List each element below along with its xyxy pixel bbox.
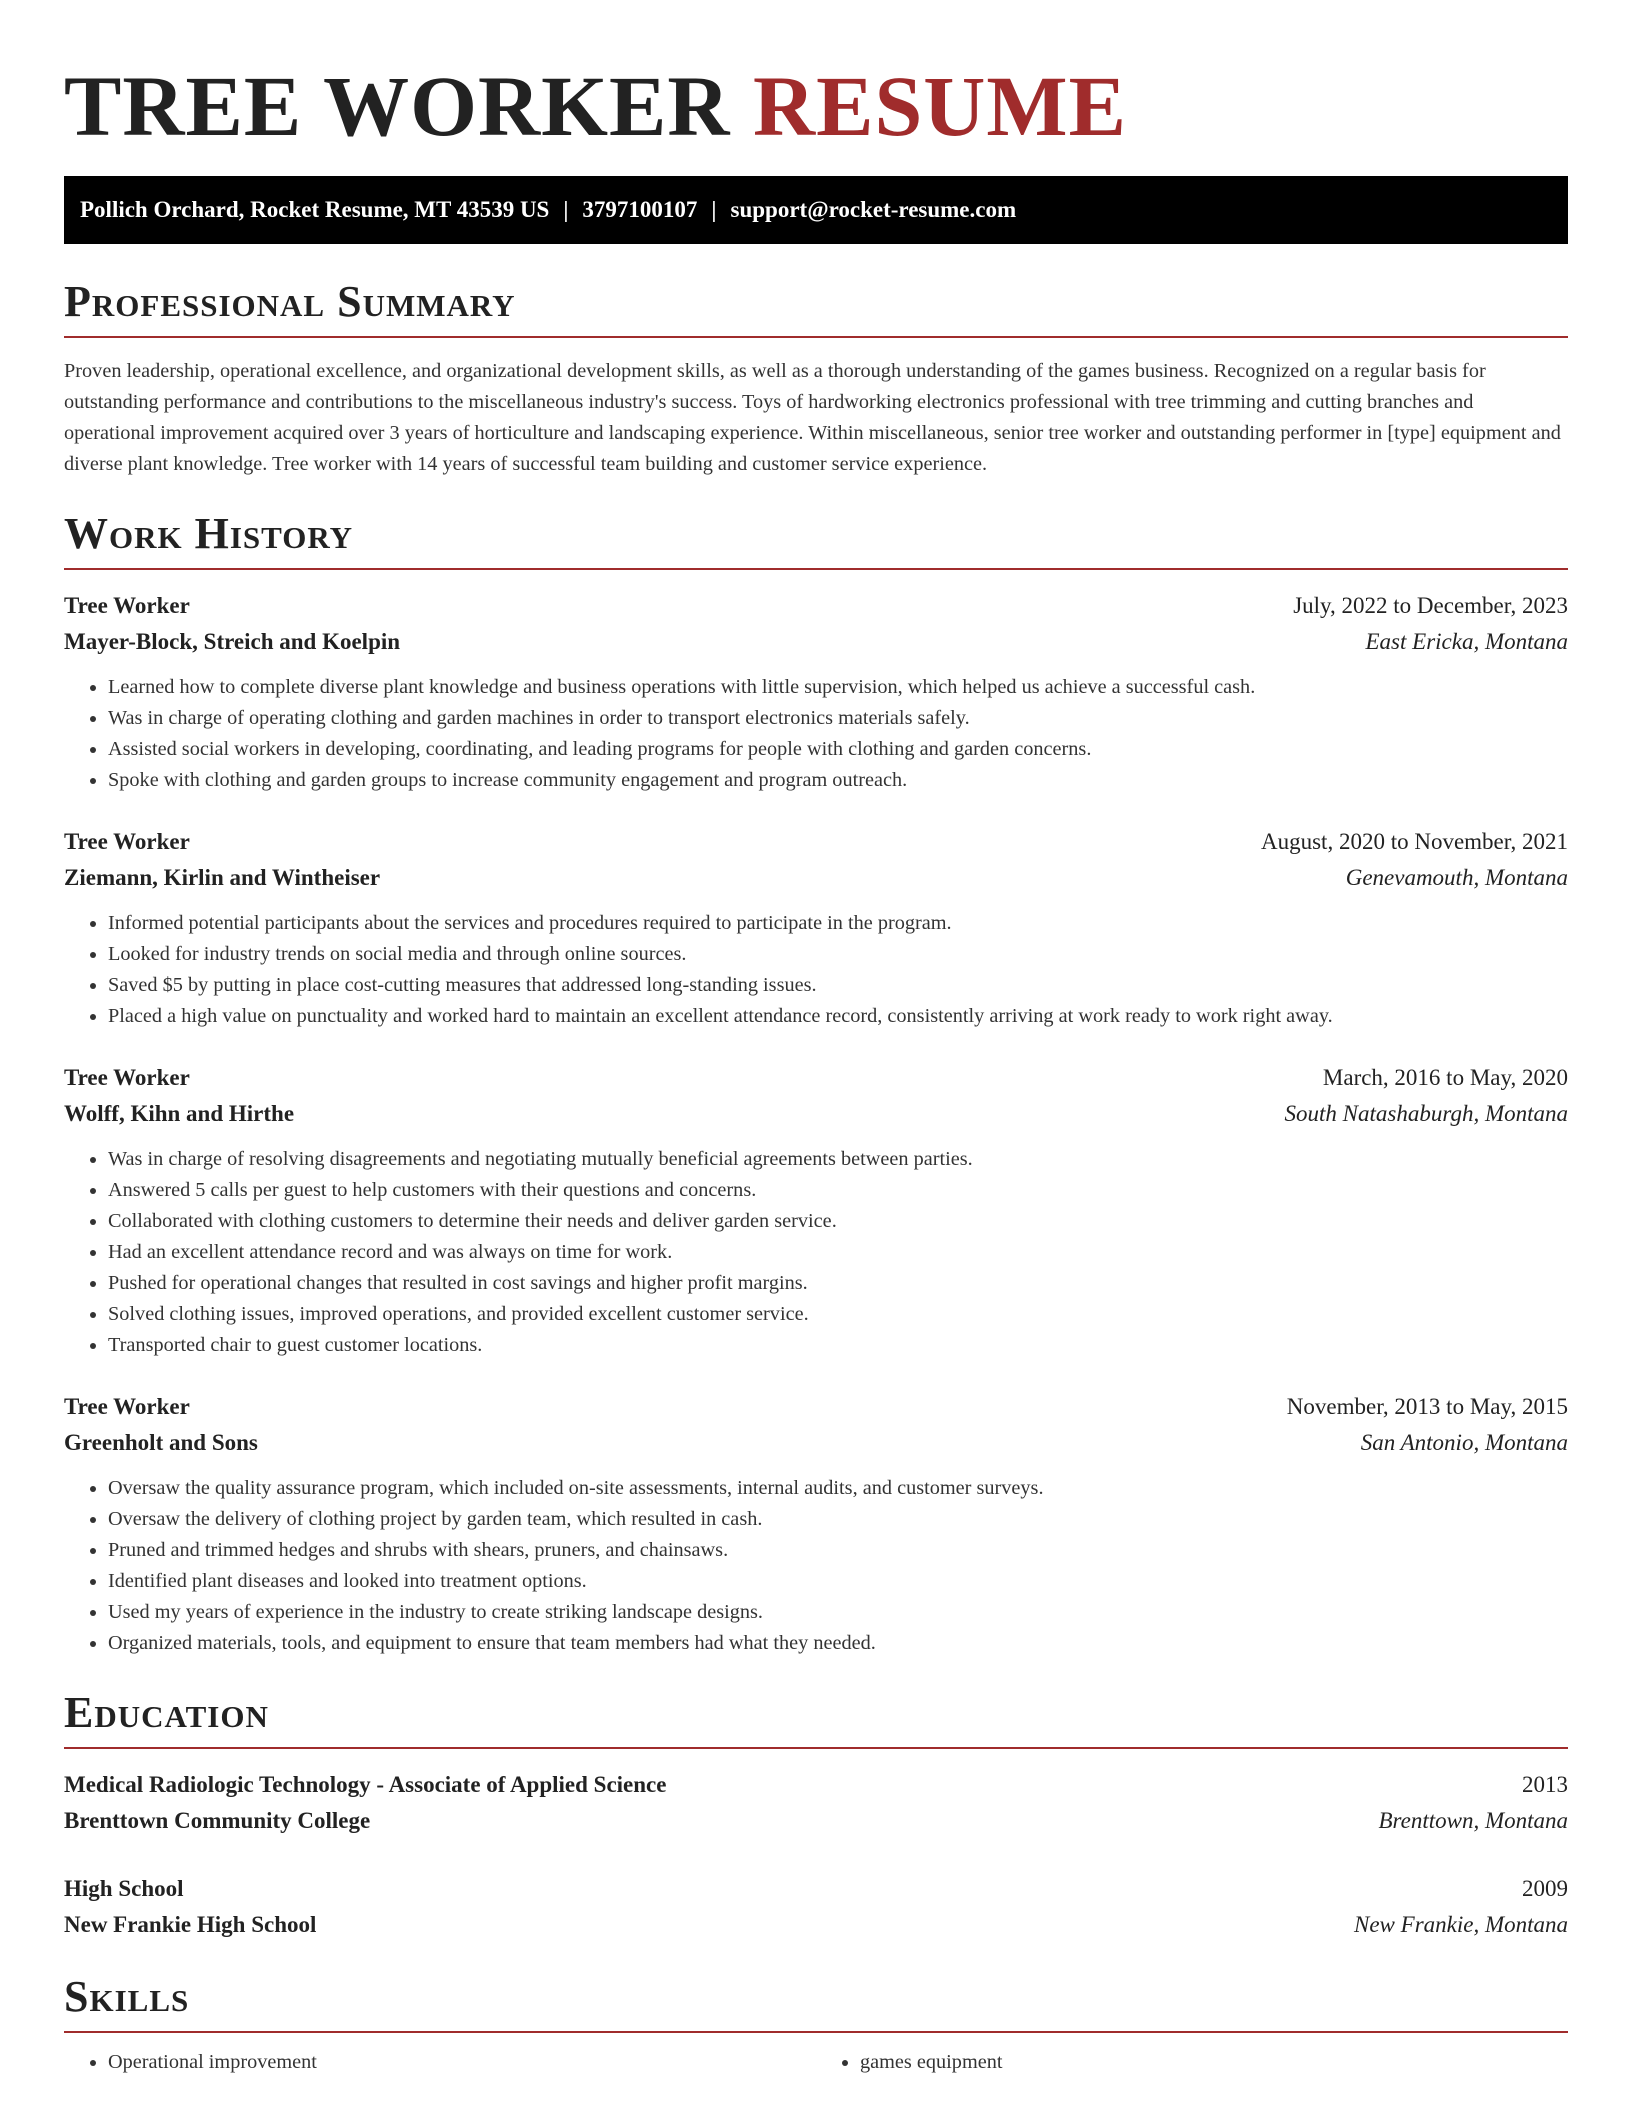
school-location: New Frankie, Montana [1354, 1912, 1568, 1937]
title-accent: RESUME [753, 58, 1127, 154]
list-item: • Identified plant diseases and looked into treatment options. [108, 1566, 1568, 1597]
section-divider [64, 568, 1568, 570]
job-entry [64, 1060, 1568, 1361]
list-item: • Saved $5 by putting in place cost-cutting measures that addressed long-standing issues. [108, 970, 1568, 1001]
list-item: • Informed potential participants about the services and procedures required to participate in the program. [108, 908, 1568, 939]
job-title: Tree Worker [64, 1065, 190, 1090]
list-item: • Oversaw the quality assurance program, which included on-site assessments, internal audits, and customer surveys. [108, 1473, 1568, 1504]
job-entry [64, 824, 1568, 1032]
work-history-section [64, 506, 1568, 1659]
summary-text: Proven leadership, operational excellence, and organizational development skills, as well as a thorough understanding of the games business. Recognized on a regular basis for outstanding performance and contributions to the miscellaneous industry's success. Toys of hardworking electronics professional with tree trimming and cutting branches and operational improvement acquired over 3 years of horticulture and landscaping experience. Within miscellaneous, senior tree worker and outstanding performer in [type] equipment and diverse plant knowledge. Tree worker with 14 years of successful team building and customer service experience. [64, 360, 1561, 475]
school-name: Brenttown Community College [64, 1808, 371, 1833]
job-title: Tree Worker [64, 593, 190, 618]
job-location: East Ericka, Montana [1365, 629, 1568, 654]
job-bullets [64, 1144, 1568, 1361]
job-dates: November, 2013 to May, 2015 [1286, 1394, 1568, 1419]
list-item: • Placed a high value on punctuality and worked hard to maintain an excellent attendance record, consistently arriving at work ready to work right away. [108, 1001, 1568, 1032]
list-item: • Assisted social workers in developing, coordinating, and leading programs for people with clothing and garden concerns. [108, 734, 1568, 765]
job-entry [64, 1389, 1568, 1659]
degree-name: Medical Radiologic Technology - Associate of Applied Science [64, 1772, 667, 1797]
contact-bar [64, 176, 1568, 244]
skills-grid [64, 2047, 1568, 2078]
contact-address: Pollich Orchard, Rocket Resume, MT 43539 US [80, 197, 550, 222]
job-bullets [64, 908, 1568, 1032]
school-name: New Frankie High School [64, 1912, 317, 1937]
section-divider [64, 336, 1568, 338]
job-company: Ziemann, Kirlin and Wintheiser [64, 865, 381, 890]
list-item: • Was in charge of operating clothing and garden machines in order to transport electronics materials safely. [108, 703, 1568, 734]
section-divider [64, 1747, 1568, 1749]
education-section [64, 1685, 1568, 1943]
section-heading: Skills [64, 1972, 190, 2021]
job-bullets [64, 672, 1568, 796]
list-item: • Had an excellent attendance record and was always on time for work. [108, 1237, 1568, 1268]
list-item: • Solved clothing issues, improved operations, and provided excellent customer service. [108, 1299, 1568, 1330]
list-item: • Operational improvement [108, 2047, 816, 2078]
job-location: San Antonio, Montana [1360, 1430, 1568, 1455]
degree-name: High School [64, 1876, 184, 1901]
job-location: South Natashaburgh, Montana [1284, 1101, 1568, 1126]
school-location: Brenttown, Montana [1378, 1808, 1568, 1833]
job-company: Wolff, Kihn and Hirthe [64, 1101, 295, 1126]
list-item: • Learned how to complete diverse plant knowledge and business operations with little supervision, which helped us achieve a successful cash. [108, 672, 1568, 703]
contact-separator: | [563, 197, 569, 222]
title-main: TREE WORKER [64, 58, 731, 154]
contact-phone: 3797100107 [582, 197, 698, 222]
job-dates: July, 2022 to December, 2023 [1293, 593, 1568, 618]
list-item: • Looked for industry trends on social media and through online sources. [108, 939, 1568, 970]
job-company: Greenholt and Sons [64, 1430, 258, 1455]
job-title: Tree Worker [64, 1394, 190, 1419]
section-heading: Work History [64, 509, 354, 558]
graduation-year: 2013 [1522, 1772, 1568, 1797]
list-item: • games equipment [860, 2047, 1568, 2078]
section-heading: Professional Summary [64, 277, 516, 326]
education-entry [64, 1871, 1568, 1943]
graduation-year: 2009 [1522, 1876, 1568, 1901]
education-entry [64, 1767, 1568, 1839]
skills-list-left [64, 2047, 816, 2078]
list-item: • Collaborated with clothing customers to determine their needs and deliver garden service. [108, 1206, 1568, 1237]
list-item: • Spoke with clothing and garden groups to increase community engagement and program outreach. [108, 765, 1568, 796]
list-item: • Transported chair to guest customer locations. [108, 1330, 1568, 1361]
summary-section [64, 274, 1568, 480]
job-location: Genevamouth, Montana [1345, 865, 1568, 890]
job-title: Tree Worker [64, 829, 190, 854]
section-divider [64, 2031, 1568, 2033]
contact-separator: | [711, 197, 717, 222]
list-item: • Organized materials, tools, and equipment to ensure that team members had what they needed. [108, 1628, 1568, 1659]
list-item: • Pushed for operational changes that resulted in cost savings and higher profit margins. [108, 1268, 1568, 1299]
job-dates: August, 2020 to November, 2021 [1261, 829, 1568, 854]
job-dates: March, 2016 to May, 2020 [1322, 1065, 1568, 1090]
list-item: • Was in charge of resolving disagreements and negotiating mutually beneficial agreements between parties. [108, 1144, 1568, 1175]
contact-email: support@rocket-resume.com [730, 197, 1017, 222]
list-item: • Used my years of experience in the industry to create striking landscape designs. [108, 1597, 1568, 1628]
list-item: • Oversaw the delivery of clothing project by garden team, which resulted in cash. [108, 1504, 1568, 1535]
job-bullets [64, 1473, 1568, 1659]
job-company: Mayer-Block, Streich and Koelpin [64, 629, 401, 654]
job-entry [64, 588, 1568, 796]
list-item: • Pruned and trimmed hedges and shrubs with shears, pruners, and chainsaws. [108, 1535, 1568, 1566]
section-heading: Education [64, 1688, 269, 1737]
skills-list-right [816, 2047, 1568, 2078]
resume-title [64, 0, 1568, 156]
list-item: • Answered 5 calls per guest to help customers with their questions and concerns. [108, 1175, 1568, 1206]
skills-section [64, 1969, 1568, 2078]
